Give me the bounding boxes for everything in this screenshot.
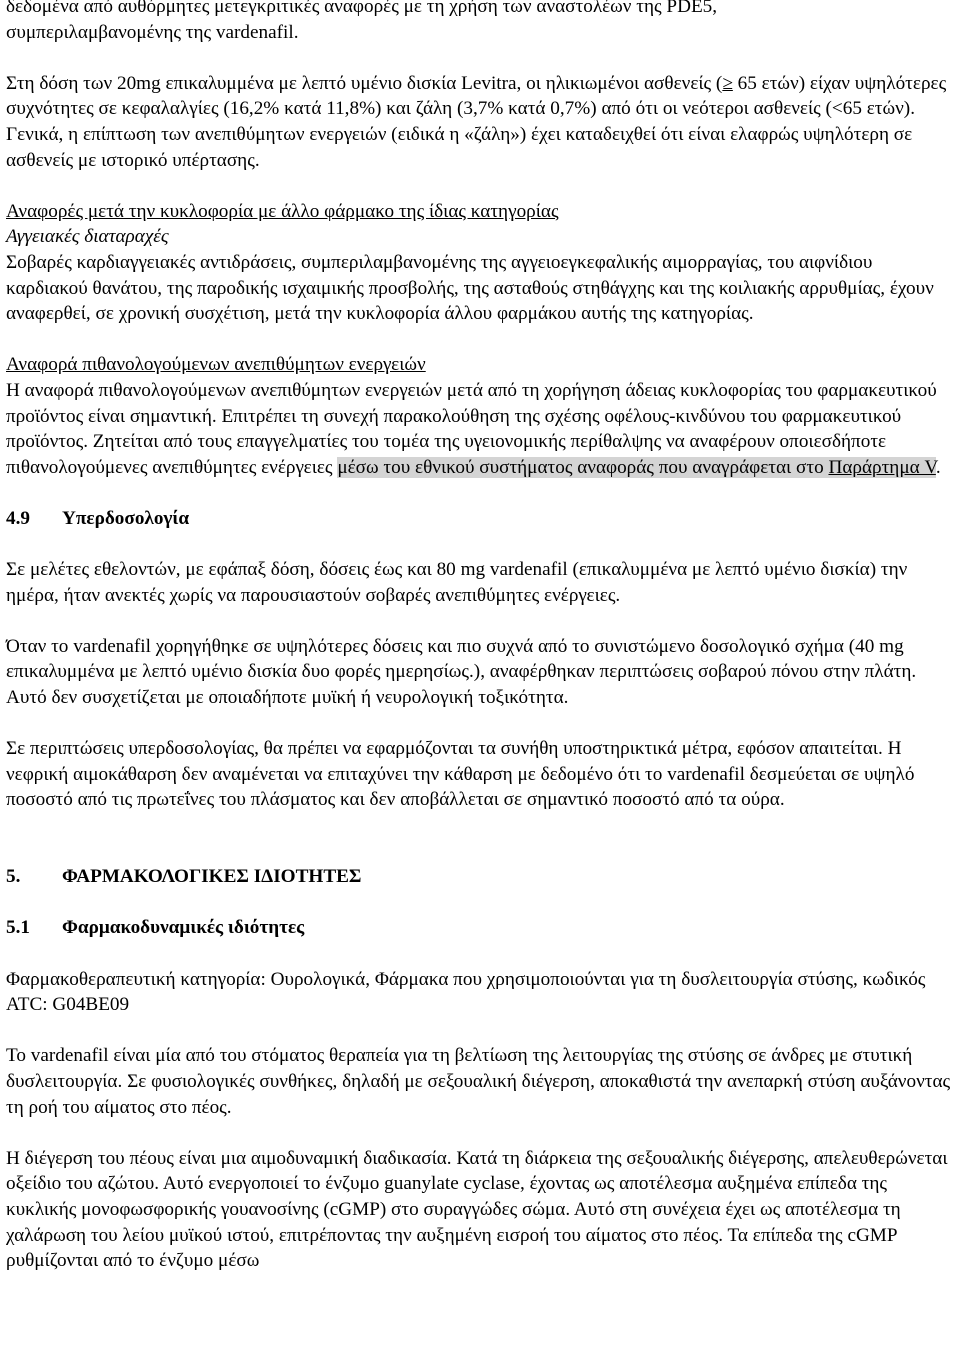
section-title: Υπερδοσολογία <box>62 507 190 529</box>
adverse-reporting-heading: Αναφορά πιθανολογούμενων ανεπιθύμητων ενεργειών <box>6 354 426 376</box>
section-number: 5.1 <box>6 917 30 939</box>
elderly-paragraph <box>6 71 954 173</box>
elderly-prefix: Στη δόση των 20mg επικαλυμμένα με λεπτό υμένιο δισκία Levitra, οι ηλικιωμένοι ασθενείς ( <box>6 72 723 94</box>
mechanism-paragraph-1: Το vardenafil είναι μία από του στόματος θεραπεία για τη βελτίωση της λειτουργίας της στύσης σε άνδρες με στυτική δυσλειτουργία. Σε φυσιολογικές συνθήκες, δηλαδή με σεξουαλική διέγερση, αποκαθιστά την ανεπαρκή στύση αυξάνοντας τη ροή του αίματος στο πέος. <box>6 1045 951 1118</box>
overdose-paragraph-3: Σε περιπτώσεις υπερδοσολογίας, θα πρέπει να εφαρμόζονται τα συνήθη υποστηρικτικά μέτρα, εφόσον απαιτείται. Η νεφρική αιμοκάθαρση δεν αναμένεται να επιταχύνει την κάθαρση με δεδομένο ότι το vardenafil δεσμεύεται σε υψηλό ποσοστό από τις πρωτεΐνες του πλάσματος και δεν αποβάλλεται σε σημαντικό ποσοστό από τα ούρα. <box>6 738 915 811</box>
intro-line-2: συμπεριλαμβανομένης της vardenafil. <box>6 21 299 43</box>
intro-line-1: δεδομένα από αυθόρμητες μετεγκριτικές αναφορές με τη χρήση των αναστολέων της PDE5, <box>6 0 718 17</box>
elderly-rest: 65 ετών) είχαν υψηλότερες συχνότητες σε κεφαλαλγίες (16,2% κατά 11,8%) και ζάλη (3,7% κατά 0,7%) από ότι οι νεότεροι ασθενείς (<65 ετών). Γενικά, η επίπτωση των ανεπιθύμητων ενεργειών (ειδικά η «ζάλη») έχει καταδειχθεί ότι είναι ελαφρώς υψηλότερη σε ασθενείς με ιστορικό υπέρτασης. <box>6 72 947 171</box>
mechanism-paragraph-2: Η διέγερση του πέους είναι μια αιμοδυναμική διαδικασία. Κατά τη διάρκεια της σεξουαλικής διέγερσης, απελευθερώνεται οξείδιο του αζώτου. Αυτό ενεργοποιεί το ένζυμο guanylate cyclase, έχοντας ως αποτέλεσμα αυξημένα επίπεδα της κυκλικής μονοφωσφορικής γουανοσίνης (cGMP) στο συραγγώδες σώμα. Αυτό στη συνέχεια έχει ως αποτέλεσμα τη χαλάρωση του λείου μυϊκού ιστού, επιτρέποντας την αυξημένη εισροή του αίματος στο πέος. Τα επίπεδα της cGMP ρυθμίζονται από το ένζυμο μέσω <box>6 1147 948 1272</box>
overdose-paragraph-2: Όταν το vardenafil χορηγήθηκε σε υψηλότερες δόσεις και πιο συχνά από το συνιστώμενο δοσολογικό σχήμα (40 mg επικαλυμμένα με λεπτό υμένιο δισκία δυο φορές ημερησίως.), αναφέρθηκαν περιπτώσεις σοβαρού πόνου στην πλάτη. Αυτό δεν συσχετίζεται με οποιαδήποτε μυϊκή ή νευρολογική τοξικότητα. <box>6 635 917 709</box>
section-5-heading <box>6 864 954 890</box>
highlight-text: μέσω του εθνικού συστήματος αναφοράς που αναγράφεται στο <box>337 456 829 478</box>
period: . <box>935 456 941 478</box>
section-number: 5. <box>6 866 21 888</box>
highlighted-reporting-text <box>337 457 936 478</box>
section-number: 4.9 <box>6 507 30 529</box>
section-5-1-heading <box>6 915 954 941</box>
adverse-reporting-body: Η αναφορά πιθανολογούμενων ανεπιθύμητων ενεργειών μετά από τη χορήγηση άδειας κυκλοφορίας του φαρμακευτικού προϊόντος είναι σημαντική. Επιτρέπει τη συνεχή παρακολούθηση της σχέσης οφέλους-κινδύνου του φαρμακευτικού προϊόντος. Ζητείται από τους επαγγελματίες του τομέα της υγειονομικής περίθαλψης να αναφέρουν οποιεσδήποτε πιθανολογούμενες ανεπιθύμητες ενέργειες <box>6 379 937 478</box>
atc-paragraph: Φαρμακοθεραπευτική κατηγορία: Ουρολογικά, Φάρμακα που χρησιμοποιούνται για τη δυσλειτουργία στύσης, κωδικός ATC: G04BE09 <box>6 968 926 1016</box>
overdose-paragraph-1: Σε μελέτες εθελοντών, με εφάπαξ δόση, δόσεις έως και 80 mg vardenafil (επικαλυμμένα με λεπτό υμένιο δισκία) την ημέρα, ήταν ανεκτές χωρίς να παρουσιαστούν σοβαρές ανεπιθύμητες ενέργειες. <box>6 559 908 606</box>
section-title: Φαρμακοδυναμικές ιδιότητες <box>62 917 305 939</box>
class-reports-heading: Αναφορές μετά την κυκλοφορία με άλλο φάρμακο της ίδιας κατηγορίας <box>6 200 559 222</box>
class-reports-text: Σοβαρές καρδιαγγειακές αντιδράσεις, συμπεριλαμβανομένης της αγγειοεγκεφαλικής αιμορραγίας, του αιφνίδιου καρδιακού θανάτου, της παροδικής ισχαιμικής προσβολής, της ασταθούς στηθάγχης και της κοιλιακής αρρυθμίας, έχουν αναφερθεί, σε χρονική συσχέτιση, μετά την κυκλοφορία άλλου φαρμάκου αυτής της κατηγορίας. <box>6 251 934 325</box>
vascular-disorders-subheading: Αγγειακές διαταραχές <box>6 226 169 248</box>
section-4-9-heading <box>6 506 954 532</box>
section-title: ΦΑΡΜΑΚΟΛΟΓΙΚΕΣ ΙΔΙΟΤΗΤΕΣ <box>62 866 362 888</box>
adverse-reporting-text <box>6 378 954 480</box>
gte-symbol: ≥ <box>722 72 733 94</box>
annex-v-link[interactable]: Παράρτημα V <box>828 456 936 478</box>
